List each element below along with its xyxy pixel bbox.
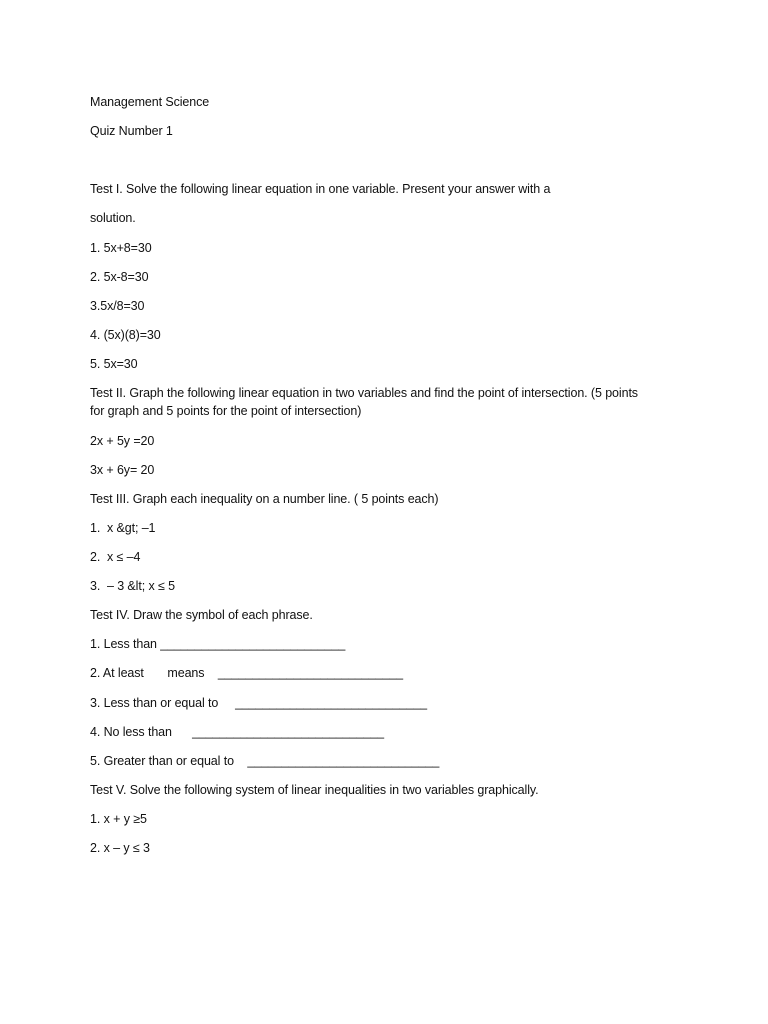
test1-item: 5. 5x=30	[90, 357, 138, 371]
test2-instruction: Test II. Graph the following linear equation in two variables and find the point of intersection. (5 points	[90, 386, 638, 400]
test2-instruction-cont: for graph and 5 points for the point of intersection)	[90, 404, 362, 418]
test5-item: 1. x + y ≥5	[90, 812, 147, 826]
quiz-title: Quiz Number 1	[90, 124, 173, 138]
test1-item: 3.5x/8=30	[90, 299, 145, 313]
test4-item: 2. At least means ___________________________	[90, 666, 403, 680]
test1-item: 2. 5x-8=30	[90, 270, 149, 284]
test4-item: 5. Greater than or equal to ____________________________	[90, 754, 440, 768]
test4-item: 1. Less than ___________________________	[90, 637, 346, 651]
test2-item: 2x + 5y =20	[90, 434, 155, 448]
test3-item: 1. x &gt; –1	[90, 521, 156, 535]
test4-item: 4. No less than ____________________________	[90, 725, 384, 739]
test1-item: 4. (5x)(8)=30	[90, 328, 161, 342]
test3-item: 2. x ≤ –4	[90, 550, 141, 564]
test2-item: 3x + 6y= 20	[90, 463, 155, 477]
test5-item: 2. x – y ≤ 3	[90, 841, 150, 855]
test4-item: 3. Less than or equal to ____________________________	[90, 696, 427, 710]
test1-instruction-cont: solution.	[90, 211, 136, 225]
course-title: Management Science	[90, 95, 210, 109]
test1-item: 1. 5x+8=30	[90, 241, 152, 255]
test5-instruction: Test V. Solve the following system of linear inequalities in two variables graphically.	[90, 783, 539, 797]
test3-item: 3. – 3 &lt; x ≤ 5	[90, 579, 175, 593]
test4-instruction: Test IV. Draw the symbol of each phrase.	[90, 608, 313, 622]
test3-instruction: Test III. Graph each inequality on a number line. ( 5 points each)	[90, 492, 439, 506]
test1-instruction: Test I. Solve the following linear equation in one variable. Present your answer with a	[90, 182, 551, 196]
